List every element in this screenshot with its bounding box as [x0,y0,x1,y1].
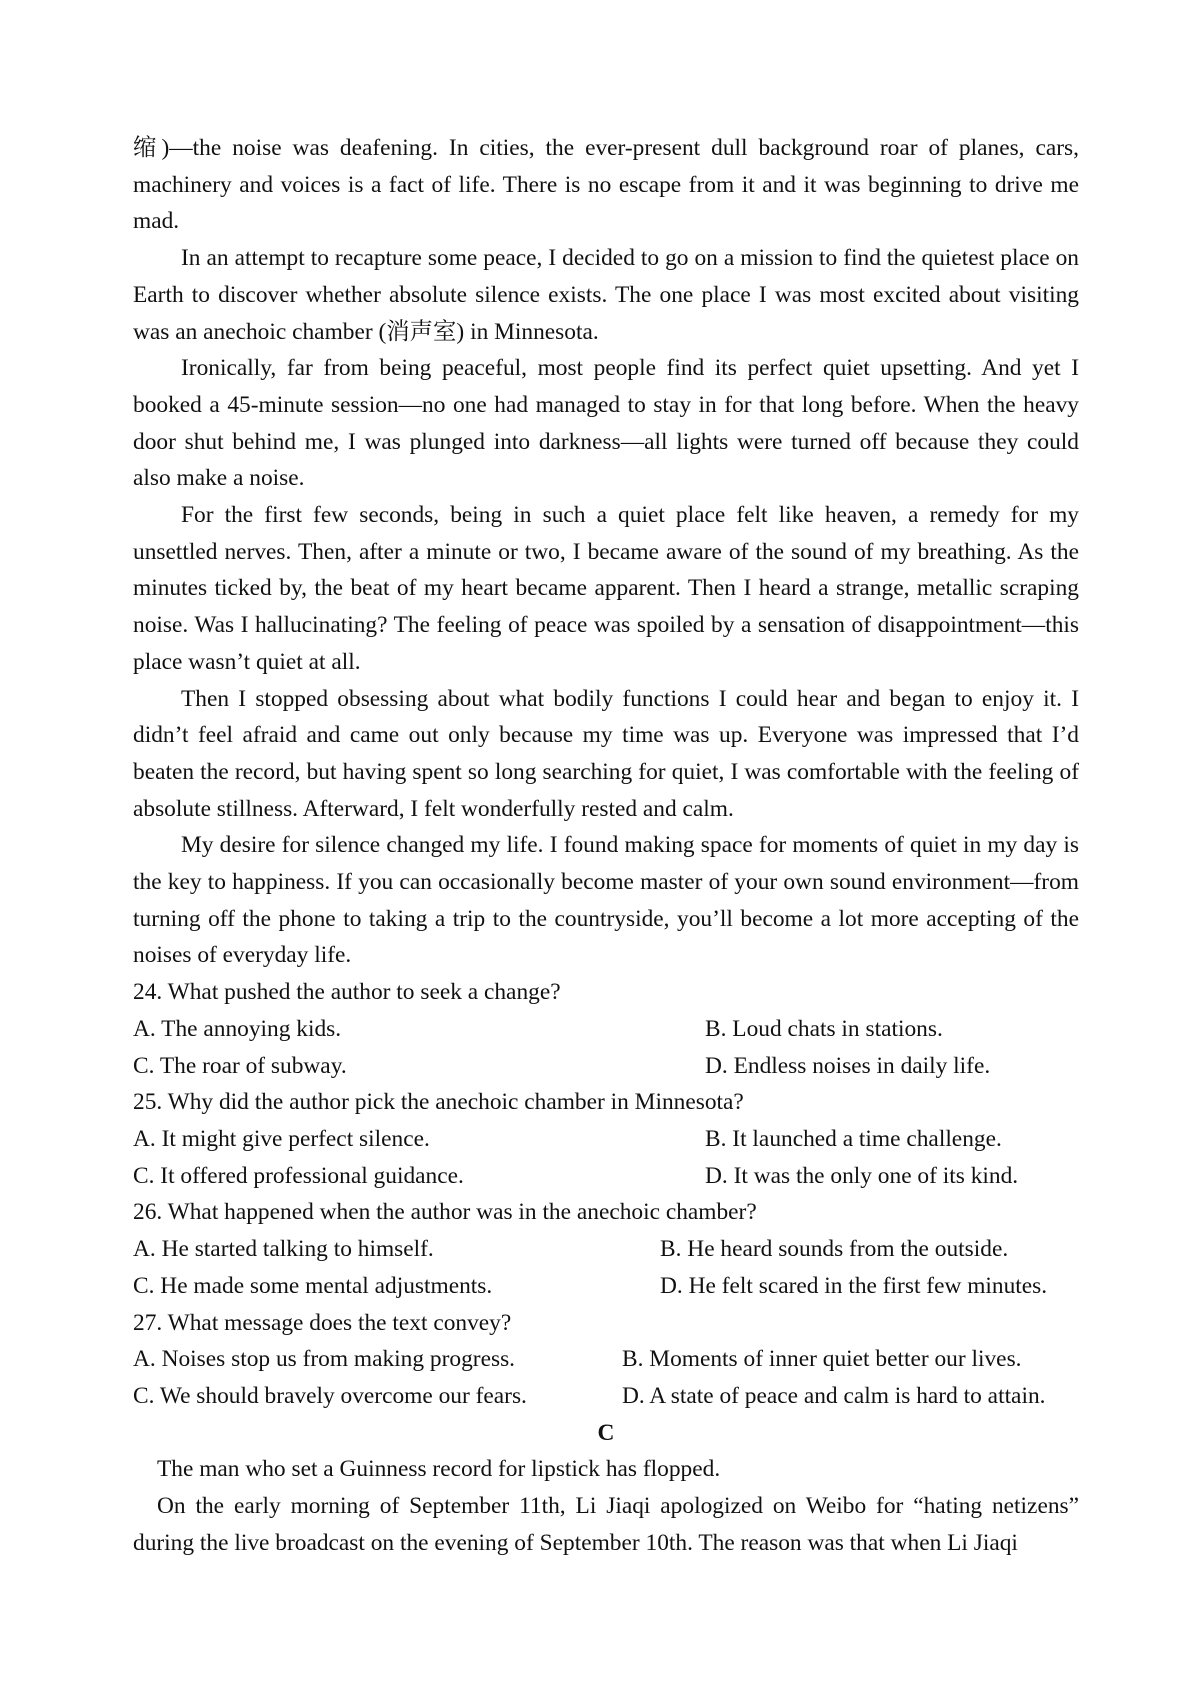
option-b: B. He heard sounds from the outside. [660,1236,1009,1263]
passage-b-paragraph-6: My desire for silence changed my life. I found making space for moments of quiet in my day is the key to happiness. If you can occasionally become master of your own sound environment—from turning off the phone to taking a trip to the countryside, you’ll become a lot more accepting of the noises of everyday life. [133,832,1079,969]
passage-b-paragraph-4: For the first few seconds, being in such a quiet place felt like heaven, a remedy for my unsettled nerves. Then, after a minute or two, I became aware of the sound of my breathing. As the minutes ticked by, the beat of my heart became apparent. Then I heard a strange, metallic scraping noise. Was I hallucinating? The feeling of peace was spoiled by a sensation of disappointment—this place wasn’t quiet at all. [133,502,1079,675]
question-stem: 24. What pushed the author to seek a change? [133,979,561,1006]
option-d: D. A state of peace and calm is hard to attain. [622,1382,1046,1409]
section-heading: C [597,1419,615,1446]
option-d: D. It was the only one of its kind. [705,1162,1019,1189]
option-a: A. The annoying kids. [133,1015,342,1042]
passage-b-paragraph-1: 缩)—the noise was deafening. In cities, the ever-present dull background roar of planes, cars, machinery and voices is a fact of life. There is no escape from it and it was beginning to drive me mad. [133,135,1079,235]
option-b: B. Loud chats in stations. [705,1015,943,1042]
option-d: D. He felt scared in the first few minutes. [660,1272,1048,1299]
option-row [133,1378,1079,1415]
passage-b-paragraph-5: Then I stopped obsessing about what bodily functions I could hear and began to enjoy it. I didn’t feel afraid and came out only because my time was up. Everyone was impressed that I’d beaten the record, but having spent so long searching for quiet, I was comfortable with the feeling of absolute stillness. Afterward, I felt wonderfully rested and calm. [133,685,1079,822]
question-stem: 27. What message does the text convey? [133,1309,512,1336]
option-row [133,1231,1079,1268]
document-page [133,130,1079,1561]
option-row [133,1011,1079,1048]
option-c: C. The roar of subway. [133,1052,347,1079]
option-a: A. It might give perfect silence. [133,1125,430,1152]
passage-b-paragraph-3: Ironically, far from being peaceful, most people find its perfect quiet upsetting. And yet I booked a 45-minute session—no one had managed to stay in for that long before. When the heavy door shut behind me, I was plunged into darkness—all lights were turned off because they could also make a noise. [133,355,1079,492]
question-27 [133,1305,1079,1415]
option-c: C. It offered professional guidance. [133,1162,464,1189]
option-c: C. He made some mental adjustments. [133,1272,493,1299]
option-row [133,1048,1079,1085]
option-a: A. He started talking to himself. [133,1236,434,1263]
option-row [133,1158,1079,1195]
option-row [133,1268,1079,1305]
passage-c-paragraph-1: The man who set a Guinness record for lipstick has flopped. [157,1456,721,1483]
passage-b-paragraph-2: In an attempt to recapture some peace, I decided to go on a mission to find the quietest place on Earth to discover whether absolute silence exists. The one place I was most excited about visiting was an anechoic chamber (消声室) in Minnesota. [133,245,1079,345]
question-24 [133,974,1079,1084]
question-stem: 25. Why did the author pick the anechoic chamber in Minnesota? [133,1089,744,1116]
question-26 [133,1194,1079,1304]
passage-c-paragraph-2: On the early morning of September 11th, Li Jiaqi apologized on Weibo for “hating netizens” during the live broadcast on the evening of September 10th. The reason was that when Li Jiaqi [133,1493,1079,1556]
question-25 [133,1084,1079,1194]
option-row [133,1341,1079,1378]
option-b: B. It launched a time challenge. [705,1125,1002,1152]
option-a: A. Noises stop us from making progress. [133,1346,516,1373]
option-row [133,1121,1079,1158]
option-d: D. Endless noises in daily life. [705,1052,991,1079]
option-b: B. Moments of inner quiet better our lives. [622,1346,1022,1373]
option-c: C. We should bravely overcome our fears. [133,1382,527,1409]
question-stem: 26. What happened when the author was in the anechoic chamber? [133,1199,757,1226]
